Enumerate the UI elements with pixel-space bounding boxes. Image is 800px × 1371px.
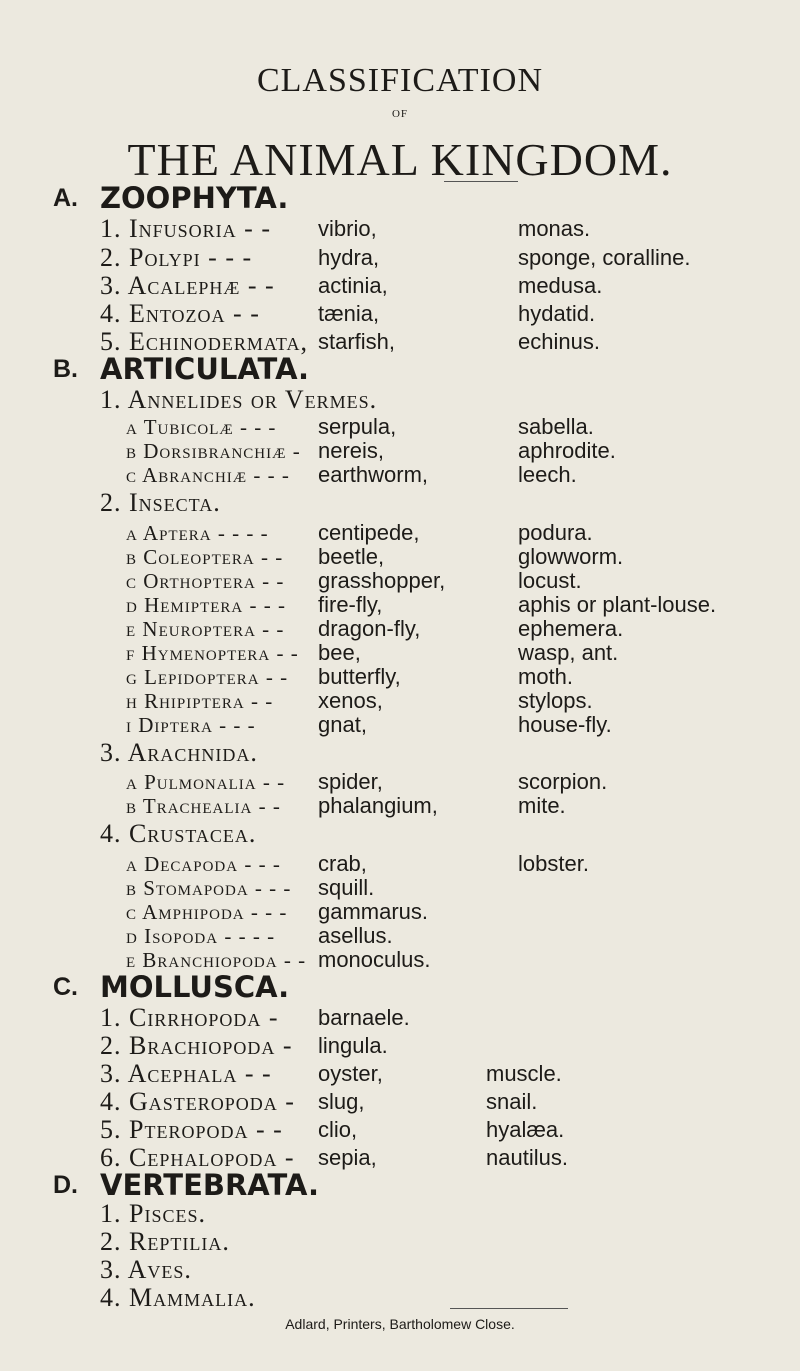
example-primary: oyster, <box>318 1061 383 1086</box>
classification-row <box>0 1283 800 1313</box>
example-primary: asellus. <box>318 923 393 948</box>
classification-row <box>0 183 800 213</box>
example-primary: grasshopper, <box>318 568 446 593</box>
example-primary: nereis, <box>318 438 385 463</box>
class-name: 2. Insecta. <box>100 488 221 517</box>
example-primary: gnat, <box>318 712 367 737</box>
division-letter: C. <box>53 973 78 1001</box>
example-primary: serpula, <box>318 414 397 439</box>
example-primary: spider, <box>318 769 383 794</box>
example-secondary: aphrodite. <box>518 438 616 463</box>
order-name: d Isopoda - - - - <box>126 924 276 948</box>
example-secondary: echinus. <box>518 329 600 354</box>
example-primary: sepia, <box>318 1145 377 1170</box>
class-name: 3. Arachnida. <box>100 738 258 767</box>
division-letter: A. <box>53 184 78 212</box>
example-primary: slug, <box>318 1089 365 1114</box>
example-primary: clio, <box>318 1117 358 1142</box>
example-primary: tænia, <box>318 301 380 326</box>
order-name: c Amphipoda - - - <box>126 900 288 924</box>
classification-row <box>0 1059 800 1089</box>
order-name: c Abranchiæ - - - <box>126 463 290 487</box>
example-secondary: hyalæa. <box>486 1117 565 1142</box>
order-name: b Trachealia - - <box>126 794 281 818</box>
classification-row <box>0 1227 800 1257</box>
example-secondary: monas. <box>518 216 591 241</box>
classification-row <box>0 1087 800 1117</box>
division-heading: MOLLUSCA. <box>100 970 290 1004</box>
order-name: i Diptera - - - <box>126 713 256 737</box>
order-name: f Hymenoptera - - <box>126 641 299 665</box>
classification-row <box>0 299 800 329</box>
example-secondary: lobster. <box>518 851 589 876</box>
order-name: a Aptera - - - - <box>126 521 269 545</box>
example-secondary: sponge, coralline. <box>518 245 691 270</box>
order-name: b Coleoptera - - <box>126 545 284 569</box>
example-primary: centipede, <box>318 520 420 545</box>
example-secondary: muscle. <box>486 1061 562 1086</box>
classification-row <box>0 385 800 415</box>
order-name: b Dorsibranchiæ - <box>126 439 301 463</box>
class-name: 1. Annelides or Vermes. <box>100 385 378 414</box>
title-classification: CLASSIFICATION <box>256 62 544 99</box>
classification-row <box>0 738 800 768</box>
order-name: a Pulmonalia - - <box>126 770 286 794</box>
classification-row <box>0 354 800 384</box>
class-name: 2. Reptilia. <box>100 1227 230 1256</box>
class-name: 5. Pteropoda - - <box>100 1115 283 1144</box>
class-name: 2. Brachiopoda - <box>100 1031 293 1060</box>
footer-rule <box>450 1308 568 1309</box>
title-of: OF <box>391 108 409 120</box>
example-secondary: scorpion. <box>518 769 608 794</box>
division-letter: D. <box>53 1171 78 1199</box>
class-name: 4. Gasteropoda - <box>100 1087 295 1116</box>
class-name: 5. Echinodermata, <box>100 327 308 356</box>
class-name: 3. Acephala - - <box>100 1059 272 1088</box>
example-primary: bee, <box>318 640 361 665</box>
example-secondary: aphis or plant-louse. <box>518 592 717 617</box>
order-name: d Hemiptera - - - <box>126 593 286 617</box>
example-primary: butterfly, <box>318 664 401 689</box>
example-secondary: wasp, ant. <box>518 640 619 665</box>
class-name: 1. Infusoria - - <box>100 214 271 243</box>
classification-row <box>0 710 800 740</box>
classification-row <box>0 791 800 821</box>
example-primary: lingula. <box>318 1033 388 1058</box>
order-name: a Decapoda - - - <box>126 852 281 876</box>
class-name: 4. Entozoa - - <box>100 299 260 328</box>
example-primary: fire-fly, <box>318 592 383 617</box>
example-primary: monoculus. <box>318 947 431 972</box>
example-primary: barnaele. <box>318 1005 410 1030</box>
classification-row <box>0 1170 800 1200</box>
example-secondary: stylops. <box>518 688 593 713</box>
example-primary: dragon-fly, <box>318 616 421 641</box>
example-secondary: hydatid. <box>518 301 596 326</box>
example-primary: phalangium, <box>318 793 438 818</box>
example-secondary: leech. <box>518 462 577 487</box>
example-primary: starfish, <box>318 329 396 354</box>
division-heading: ZOOPHYTA. <box>100 181 289 215</box>
classification-row <box>0 1003 800 1033</box>
order-name: h Rhipiptera - - <box>126 689 274 713</box>
order-name: e Branchiopoda - - <box>126 948 307 972</box>
classification-row <box>0 271 800 301</box>
example-secondary: nautilus. <box>486 1145 568 1170</box>
printer-footer: Adlard, Printers, Bartholomew Close. <box>285 1316 515 1332</box>
example-primary: earthworm, <box>318 462 429 487</box>
classification-row <box>0 972 800 1002</box>
title-underline <box>444 181 518 182</box>
example-secondary: snail. <box>486 1089 538 1114</box>
example-primary: vibrio, <box>318 216 377 241</box>
order-name: g Lepidoptera - - <box>126 665 289 689</box>
example-primary: hydra, <box>318 245 380 270</box>
example-secondary: medusa. <box>518 273 603 298</box>
example-secondary: sabella. <box>518 414 594 439</box>
example-primary: actinia, <box>318 273 388 298</box>
classification-row <box>0 1255 800 1285</box>
class-name: 4. Mammalia. <box>100 1283 256 1312</box>
example-secondary: locust. <box>518 568 582 593</box>
classification-row <box>0 1031 800 1061</box>
order-name: c Orthoptera - - <box>126 569 285 593</box>
division-letter: B. <box>53 355 78 383</box>
classification-row <box>0 488 800 518</box>
class-name: 3. Aves. <box>100 1255 192 1284</box>
class-name: 2. Polypi - - - <box>100 243 253 272</box>
example-primary: squill. <box>318 875 375 900</box>
class-name: 1. Pisces. <box>100 1199 206 1228</box>
classification-row <box>0 460 800 490</box>
example-secondary: moth. <box>518 664 574 689</box>
division-heading: ARTICULATA. <box>100 352 310 386</box>
example-secondary: house-fly. <box>518 712 612 737</box>
order-name: b Stomapoda - - - <box>126 876 292 900</box>
example-primary: crab, <box>318 851 367 876</box>
class-name: 1. Cirrhopoda - <box>100 1003 279 1032</box>
example-secondary: podura. <box>518 520 593 545</box>
class-name: 3. Acalephæ - - <box>100 271 275 300</box>
example-primary: gammarus. <box>318 899 429 924</box>
example-primary: beetle, <box>318 544 385 569</box>
class-name: 4. Crustacea. <box>100 819 257 848</box>
classification-row <box>0 214 800 244</box>
example-secondary: glowworm. <box>518 544 624 569</box>
title-animal-kingdom: THE ANIMAL KINGDOM. <box>127 134 673 185</box>
division-heading: VERTEBRATA. <box>100 1168 320 1202</box>
order-name: e Neuroptera - - <box>126 617 285 641</box>
classification-row <box>0 1115 800 1145</box>
order-name: a Tubicolæ - - - <box>126 415 277 439</box>
example-primary: xenos, <box>318 688 383 713</box>
example-secondary: mite. <box>518 793 566 818</box>
classification-row <box>0 1199 800 1229</box>
class-name: 6. Cephalopoda - <box>100 1143 295 1172</box>
classification-row <box>0 819 800 849</box>
example-secondary: ephemera. <box>518 616 624 641</box>
classification-row <box>0 243 800 273</box>
